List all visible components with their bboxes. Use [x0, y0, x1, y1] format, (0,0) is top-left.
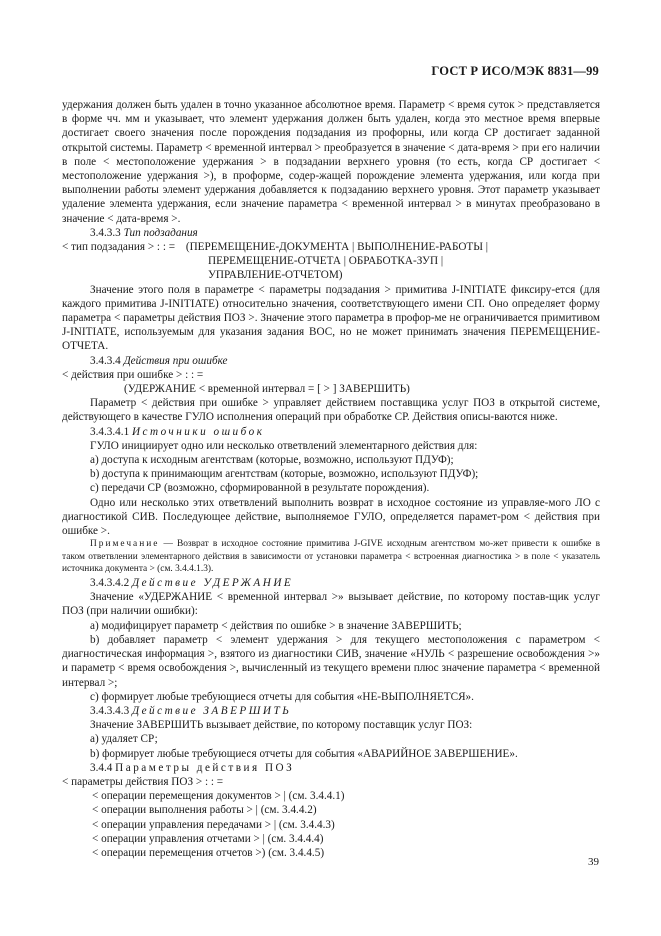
list-item: c) формирует любые требующиеся отчеты для события «НЕ-ВЫПОЛНЯЕТСЯ». [90, 690, 474, 703]
paragraph-3: Параметр < действия при ошибке > управляет действием поставщика услуг ПОЗ в открытой системе, действующего в качестве ГУЛО исполнения операций при обработке СР. Действия описы-ваются ниже. [62, 397, 600, 424]
note [62, 538, 600, 576]
section-number: 3.4.3.4.3 [90, 704, 130, 717]
note-label: Примечание [90, 539, 160, 550]
section-title: Параметры действия ПОЗ [115, 761, 295, 774]
paragraph-1: удержания должен быть удален в точно указанное абсолютное время. Параметр < время суток > представляется в форме чч. мм и указывает, что элемент удержания должен быть удален, когда это местное время впервые достигает своего значения после порождения подзадания из профорны, или когда СР достигает заданной открытой системы. Параметр < временной интервал > преобразуется в значение < дата-время > при его наличии в поле < местоположение удержания > в подзадании верхнего уровня (то есть, когда СР достигает < местоположение удержания >), в проформе, содер-жащей порождение элемента удержания, или когда при выполнении работы элемент удержания добавляется к подзаданию верхнего уровня. Этот параметр указывает удаление элемента удержания, если значение параметра < временной интервал > в минутах преобразовано в значение < дата-время >. [62, 99, 600, 225]
list-item: b) формирует любые требующиеся отчеты для события «АВАРИЙНОЕ ЗАВЕРШЕНИЕ». [90, 747, 518, 760]
section-34343-heading [62, 704, 600, 718]
grammar-option: < операции перемещения отчетов >) (см. 3.4.4.5) [92, 846, 325, 859]
section-title: Действие ЗАВЕРШИТЬ [131, 704, 292, 717]
page-number: 39 [588, 856, 599, 868]
section-3434-heading [62, 354, 600, 368]
section-3433-heading [62, 226, 600, 240]
grammar-option: < операции управления передачами > | (см. 3.4.4.3) [92, 818, 335, 831]
grammar-rhs-3: УПРАВЛЕНИЕ-ОТЧЕТОМ) [208, 269, 343, 282]
paragraph-5: Одно или несколько этих ответвлений выполнить возврат в исходное состояние из управляе-мого ЛО с диагностикой СИВ. Последующее действие, выполняемое ГУЛО, определяется парамет-ром < действия при ошибке >. [62, 496, 600, 538]
section-title: Тип подзадания [123, 226, 198, 239]
list-item: a) модифицирует параметр < действия по ошибке > в значение ЗАВЕРШИТЬ; [90, 619, 462, 632]
grammar-subtask-type [62, 240, 600, 254]
note-text: — Возврат в исходное состояние примитива J-GIVE исходным агентством мо-жет привести к ошибке в таком ответвлении элементарного действия в зависимости от установки параметра < встроенная диагностика > в поле < указатель источника документа > (см. 3.4.4.1.3). [62, 539, 600, 575]
list-item: b) добавляет параметр < элемент удержания > для текущего местоположения с параметром < диагностическая информация >, взятого из диагностики СИВ, значение «НУЛЬ < разрешение освобождения >» и параметр < время освобождения >, вычисленный из текущего времени плюс значение параметра < временной интервал >; [62, 633, 600, 689]
grammar-option: < операции выполнения работы > | (см. 3.4.4.2) [92, 804, 317, 817]
section-34342-heading [62, 576, 600, 590]
list-item: a) удаляет СР; [90, 733, 158, 746]
grammar-rhs-1: (ПЕРЕМЕЩЕНИЕ-ДОКУМЕНТА | ВЫПОЛНЕНИЕ-РАБОТЫ | [185, 241, 489, 254]
section-number: 3.4.4 [90, 761, 113, 774]
grammar-rhs-2: ПЕРЕМЕЩЕНИЕ-ОТЧЕТА | ОБРАБОТКА-ЗУП | [208, 255, 444, 268]
section-number: 3.4.3.4.2 [90, 577, 130, 590]
document-body [62, 98, 600, 860]
section-number: 3.4.3.3 [90, 226, 121, 239]
list-item: a) доступа к исходным агентствам (которые, возможно, используют ПДУФ); [90, 454, 454, 467]
section-title: Действие УДЕРЖАНИЕ [131, 577, 294, 590]
list-item: c) передачи СР (возможно, сформированной в результате порождения). [90, 482, 430, 495]
paragraph-6: Значение «УДЕРЖАНИЕ < временной интервал >» вызывает действие, по которому постав-щик услуг ПОЗ (при наличии ошибки): [62, 591, 600, 618]
paragraph-7: Значение ЗАВЕРШИТЬ вызывает действие, по которому поставщик услуг ПОЗ: [90, 719, 473, 732]
paragraph-2: Значение этого поля в параметре < параметры подзадания > примитива J-INITIATE фиксиру-ется (для каждого примитива J-INITIATE) относительно значения, соответствующего имени СП. Оно определяет форму параметра < параметры действия ПОЗ >. Значение этого параметра в профор-ме не ограничивается примитивом J-INITIATE, используемым для указания задания ВОС, но не может принимать значения ПЕРЕМЕЩЕНИЕ-ОТЧЕТА. [62, 283, 600, 353]
section-number: 3.4.3.4.1 [90, 425, 130, 438]
paragraph-4: ГУЛО инициирует одно или несколько ответвлений элементарного действия для: [90, 439, 478, 452]
grammar-option: < операции управления отчетами > | (см. 3.4.4.4) [92, 832, 324, 845]
grammar-lhs: < тип подзадания > : : = [62, 241, 176, 254]
list-item: b) доступа к принимающим агентствам (которые, возможно, используют ПДУФ); [90, 468, 479, 481]
section-34341-heading [62, 425, 600, 439]
grammar-option: < операции перемещения документов > | (см. 3.4.4.1) [92, 790, 345, 803]
section-title: Источники ошибок [131, 425, 265, 438]
section-344-heading [62, 761, 600, 775]
page-header: ГОСТ Р ИСО/МЭК 8831—99 [431, 64, 599, 78]
grammar-ftam-params-lhs: < параметры действия ПОЗ > : : = [62, 775, 224, 788]
section-title: Действия при ошибке [123, 354, 228, 367]
grammar-error-actions-rhs: (УДЕРЖАНИЕ < временной интервал = [ > ] ЗАВЕРШИТЬ) [124, 383, 410, 396]
grammar-error-actions-lhs: < действия при ошибке > : : = [62, 368, 204, 381]
section-number: 3.4.3.4 [90, 354, 121, 367]
